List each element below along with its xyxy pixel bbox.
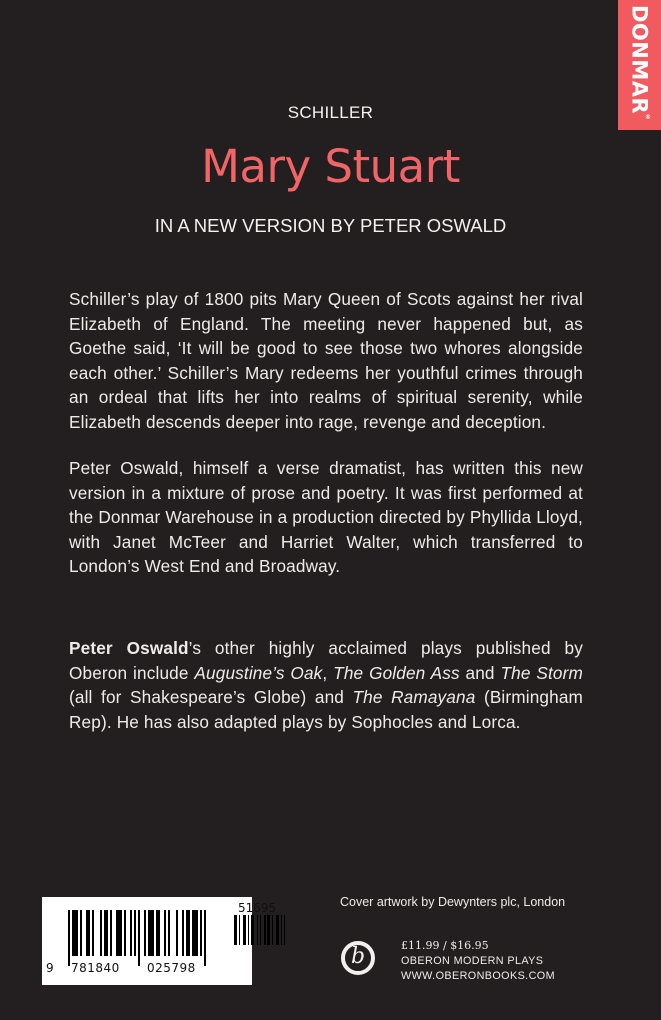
- publisher-website: WWW.OBERONBOOKS.COM: [401, 970, 555, 982]
- book-title: Mary Stuart: [201, 140, 460, 193]
- series-name: OBERON MODERN PLAYS: [401, 954, 544, 967]
- isbn-barcode: [42, 897, 277, 985]
- barcode-bars: [68, 910, 206, 968]
- author-name: SCHILLER: [287, 103, 374, 122]
- blurb-paragraph-2: Peter Oswald, himself a verse dramatist, has written this new version in a mixture of prose and poetry. It was first performed at the Donmar Warehouse in a production directed by Phyllida Lloyd, with Janet McTeer and Harriet Walter, which transferred to London’s West End and Broadway.: [69, 458, 583, 577]
- barcode-first-digit: 9: [46, 961, 54, 975]
- barcode-left-digits: 781840: [71, 961, 120, 975]
- blurb-paragraph-1: Schiller’s play of 1800 pits Mary Queen of Scots against her rival Elizabeth of England. The meeting never happened but, as Goethe said, ‘It will be good to see those two whores alongside each other.’ Schiller’s Mary redeems her youthful crimes through an ordeal that lifts her into realms of spiritual serenity, while Elizabeth descends deeper into rage, revenge and deception.: [69, 289, 583, 432]
- barcode-right-digits: 025798: [147, 961, 196, 975]
- author-bio-paragraph: Peter Oswald’s other highly acclaimed plays published by Oberon include Augustine’s Oak, The Golden Ass and The Storm (all for Shakespeare’s Globe) and The Ramayana (Birmingham Rep). He has also adapted plays by Sophocles and Lorca.: [69, 638, 584, 732]
- oberon-logo-icon: [341, 941, 375, 975]
- donmar-label: DONMAR®: [627, 4, 652, 122]
- book-subtitle: IN A NEW VERSION BY PETER OSWALD: [154, 215, 507, 236]
- barcode-addon-bars: [234, 915, 285, 945]
- author-bold-name: Peter Oswald: [69, 638, 189, 658]
- barcode-addon-digits: 51695: [238, 901, 277, 915]
- play-title: Augustine’s Oak: [194, 662, 323, 683]
- publisher-info: [401, 938, 555, 985]
- play-title: The Storm: [500, 662, 583, 683]
- oberon-b-glyph: b: [350, 944, 366, 969]
- cover-credit: Cover artwork by Dewynters plc, London: [340, 895, 566, 909]
- play-title: The Ramayana: [352, 687, 476, 708]
- price: £11.99 / $16.95: [401, 939, 489, 952]
- play-title: The Golden Ass: [333, 662, 460, 683]
